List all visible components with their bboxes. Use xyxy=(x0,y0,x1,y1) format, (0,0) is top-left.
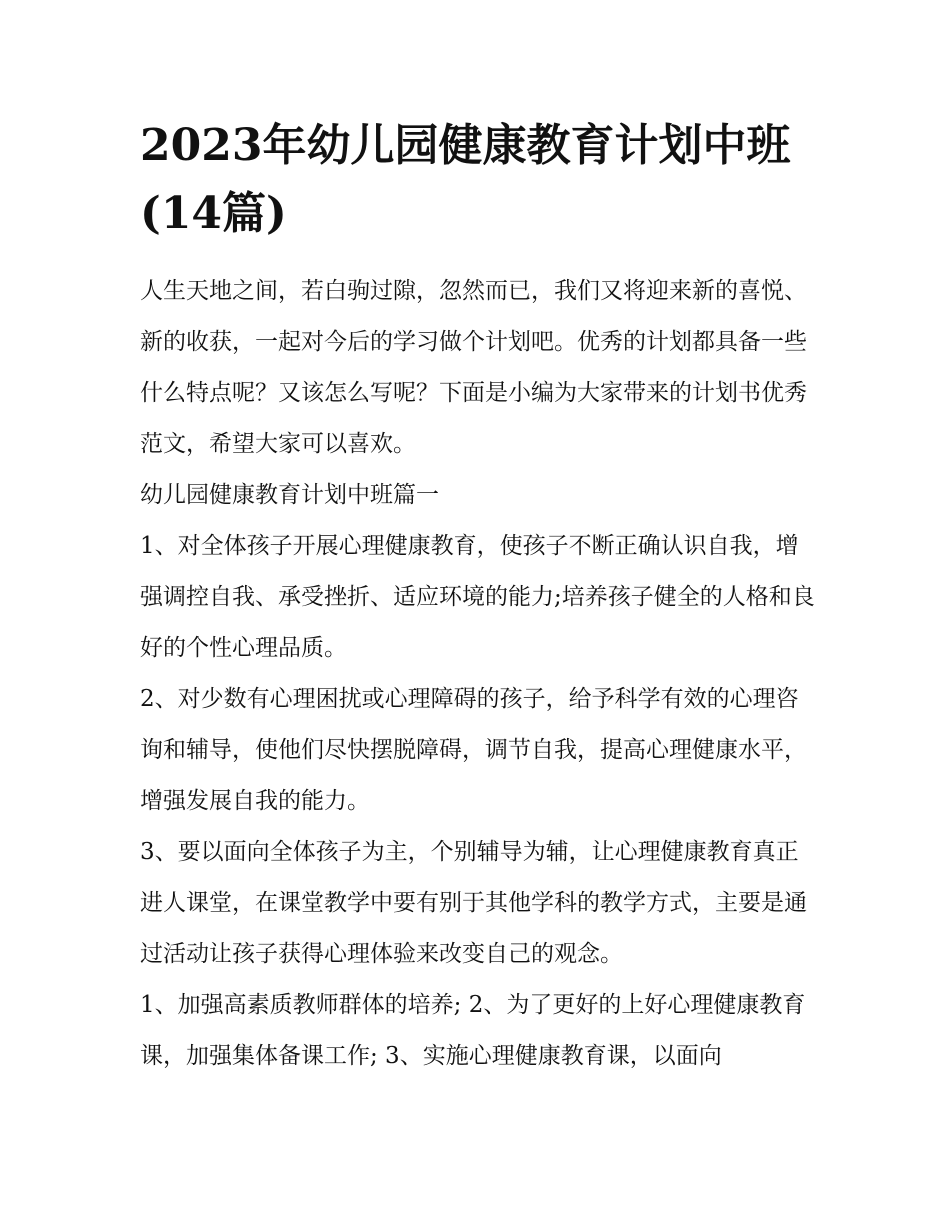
document-page xyxy=(140,112,816,1082)
paragraph-intro: 人生天地之间，若白驹过隙，忽然而已，我们又将迎来新的喜悦、新的收获，一起对今后的学习做个计划吧。优秀的计划都具备一些什么特点呢？又该怎么写呢？下面是小编为大家带来的计划书优秀范文，希望大家可以喜欢。 xyxy=(140,278,807,457)
paragraph-measures: 1、加强高素质教师群体的培养; 2、为了更好的上好心理健康教育课，加强集体备课工作; 3、实施心理健康教育课，以面向 xyxy=(140,992,806,1069)
section-heading: 幼儿园健康教育计划中班篇一 xyxy=(140,482,439,508)
paragraph-item-2: 2、对少数有心理困扰或心理障碍的孩子，给予科学有效的心理咨询和辅导，使他们尽快摆脱障碍，调节自我，提高心理健康水平，增强发展自我的能力。 xyxy=(140,686,807,814)
paragraph-item-3: 3、要以面向全体孩子为主，个别辅导为辅，让心理健康教育真正进人课堂，在课堂教学中要有别于其他学科的教学方式，主要是通过活动让孩子获得心理体验来改变自己的观念。 xyxy=(140,839,807,967)
document-title: 2023年幼儿园健康教育计划中班(14篇) xyxy=(140,120,791,239)
paragraph-item-1: 1、对全体孩子开展心理健康教育，使孩子不断正确认识自我，增强调控自我、承受挫折、适应环境的能力;培养孩子健全的人格和良好的个性心理品质。 xyxy=(140,533,815,661)
